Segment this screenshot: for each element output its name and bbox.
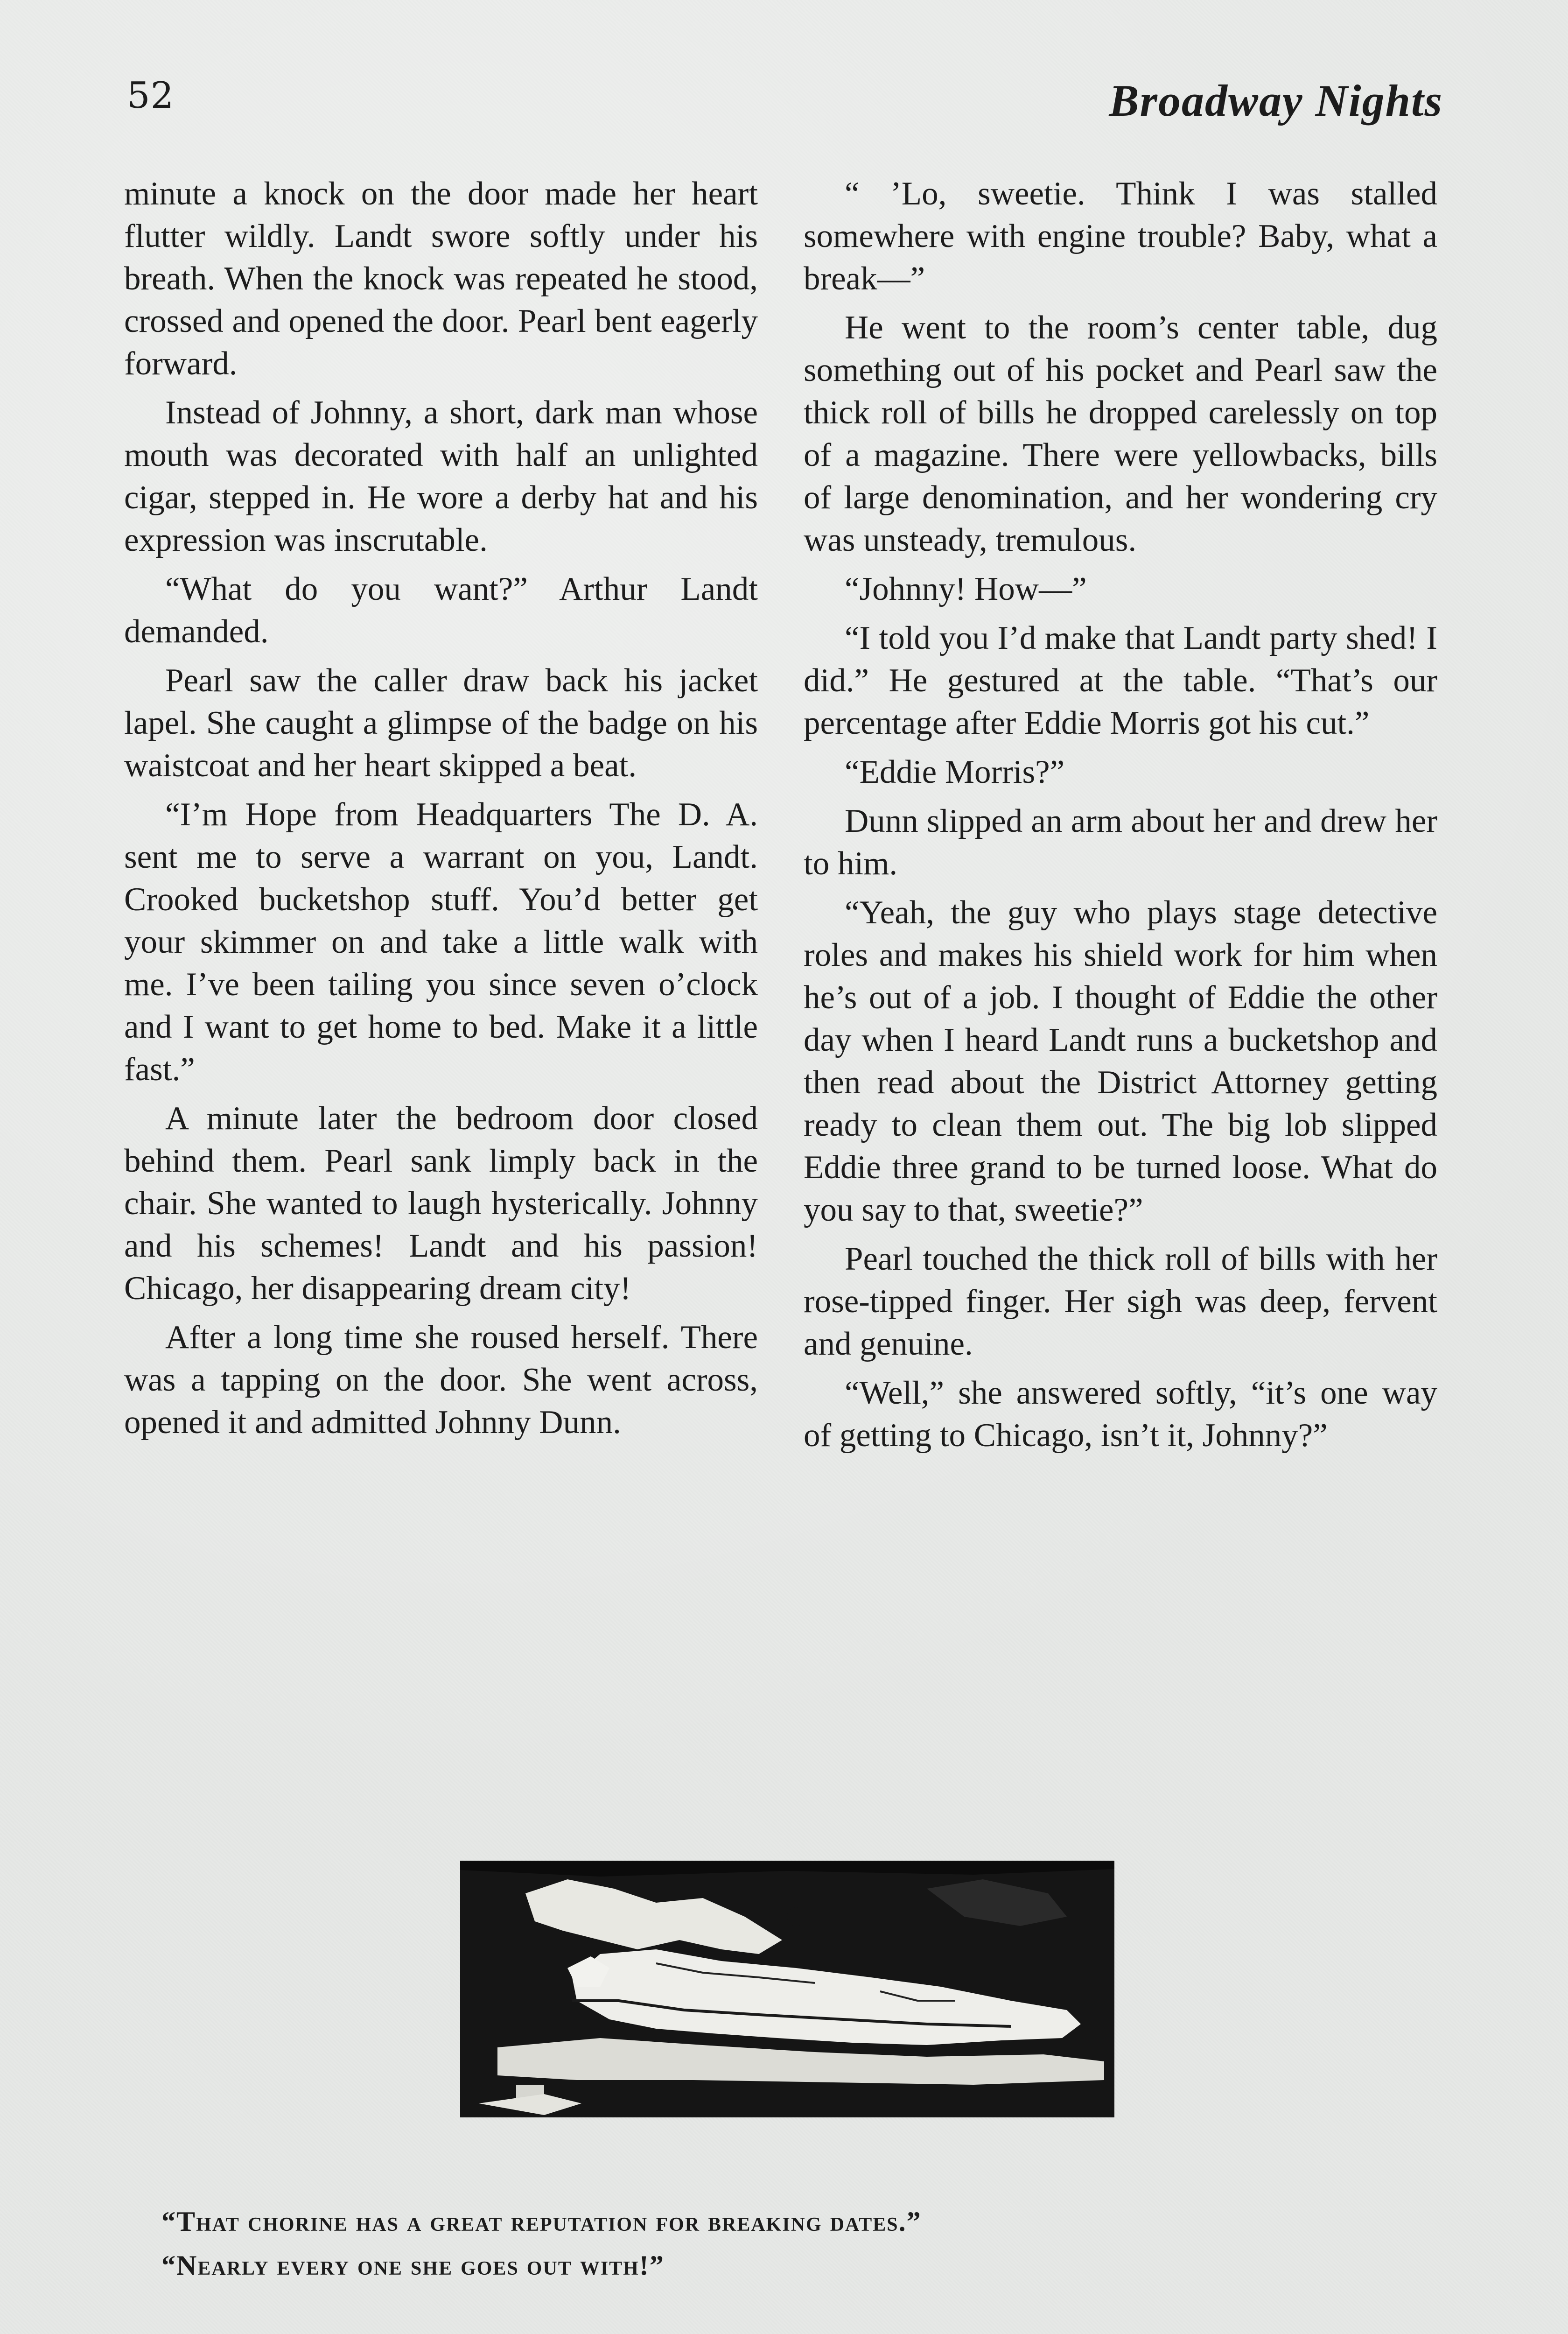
paragraph: Pearl saw the caller draw back his jacket lapel. She caught a glimpse of the badge on his waistcoat and her heart skipped a beat.: [124, 662, 758, 784]
cartoon-illustration: [460, 1861, 1114, 2117]
paragraph: “What do you want?” Arthur Landt demanded.: [124, 571, 758, 650]
paragraph: Pearl touched the thick roll of bills with her rose-tipped finger. Her sigh was deep, fervent and genuine.: [804, 1241, 1437, 1362]
paragraph: “Eddie Morris?”: [845, 754, 1065, 790]
reclining-figure-woodcut: [460, 1861, 1114, 2117]
running-head: Broadway Nights: [1109, 76, 1443, 126]
paragraph: “Well,” she answered softly, “it’s one way of getting to Chicago, isn’t it, Johnny?”: [804, 1375, 1437, 1454]
paragraph: “Johnny! How—”: [845, 571, 1087, 607]
paragraph: “I’m Hope from Headquarters The D. A. sent me to serve a warrant on you, Landt. Crooked bucketshop stuff. You’d better get your skimmer on and take a little walk with me. I’ve been tailing you since seven o’clock and I want to get home to bed. Make it a little fast.”: [124, 796, 758, 1088]
paragraph: “Yeah, the guy who plays stage detective roles and makes his shield work for him when he’s out of a job. I thought of Eddie the other day when I heard Landt runs a bucketshop and then read about the District Attorney getting ready to clean them out. The big lob slipped Eddie three grand to be turned loose. What do you say to that, sweetie?”: [804, 894, 1437, 1228]
caption-line: “That chorine has a great reputation for breaking dates.”: [161, 2206, 922, 2237]
paragraph: Dunn slipped an arm about her and drew her to him.: [804, 803, 1437, 882]
cartoon-caption: [161, 2200, 1281, 2287]
page-number: 52: [127, 75, 175, 117]
paragraph: minute a knock on the door made her heart flutter wildly. Landt swore softly under his breath. When the knock was repeated he stood, crossed and opened the door. Pearl bent eagerly forward.: [124, 176, 758, 382]
paragraph: He went to the room’s center table, dug something out of his pocket and Pearl saw the thick roll of bills he dropped carelessly on top of a magazine. There were yellowbacks, bills of large denomination, and her wondering cry was unsteady, tremulous.: [804, 309, 1437, 558]
paragraph: “I told you I’d make that Landt party shed! I did.” He gestured at the table. “That’s our percentage after Eddie Morris got his cut.”: [804, 620, 1437, 741]
paragraph: “ ’Lo, sweetie. Think I was stalled somewhere with engine trouble? Baby, what a break—”: [804, 176, 1437, 297]
left-column: [124, 173, 758, 1444]
paragraph: A minute later the bedroom door closed behind them. Pearl sank limply back in the chair. She wanted to laugh hysterically. Johnny and his schemes! Landt and his passion! Chicago, her disappearing dream city!: [124, 1100, 758, 1307]
right-column: [804, 173, 1437, 1457]
paragraph: Instead of Johnny, a short, dark man whose mouth was decorated with half an unlighted cigar, stepped in. He wore a derby hat and his expression was inscrutable.: [124, 394, 758, 558]
caption-line: “Nearly every one she goes out with!”: [161, 2250, 665, 2281]
paragraph: After a long time she roused herself. There was a tapping on the door. She went across, opened it and admitted Johnny Dunn.: [124, 1319, 758, 1441]
